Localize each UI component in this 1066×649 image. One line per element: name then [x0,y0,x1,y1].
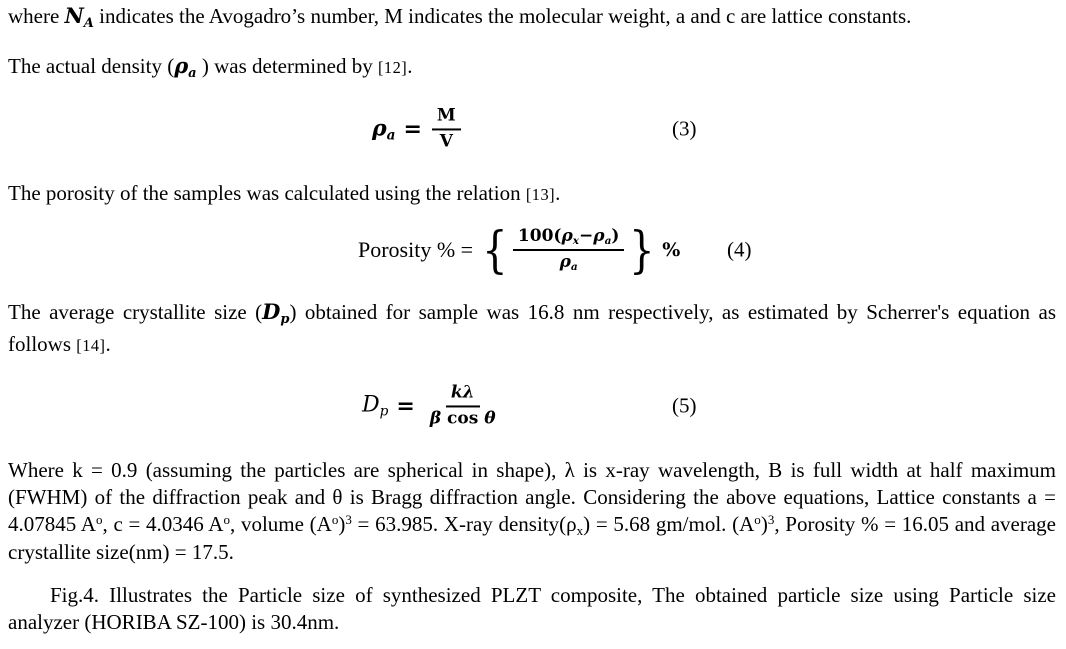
open-brace: { [482,221,508,279]
equation-3-numerator: M [432,106,461,130]
equation-3-equals: = [403,116,422,142]
equation-5-number: (5) [672,393,697,418]
equation-3-number: (3) [672,116,697,141]
equation-5-fraction [425,383,501,428]
equation-3-body [372,106,463,151]
close-brace: } [629,221,656,279]
paragraph-fig4-caption: Fig.4. Illustrates the Particle size of synthesized PLZT composite, The obtained particle size using Particle size analyzer (HORIBA SZ-100) is 30.4nm. [8,583,1056,635]
equation-4-prefix: Porosity % = [358,237,474,262]
equation-5-numerator: kλ [446,383,480,407]
paragraph-actual-density: The actual density (ρa ) was determined by [12]. [8,53,413,81]
equation-3-fraction [432,106,461,151]
equation-5-lhs: Dp [362,392,389,420]
paragraph-parameters-results: Where k = 0.9 (assuming the particles are spherical in shape), λ is x-ray wavelength, B is full width at half maximum (FWHM) of the diffraction peak and θ is Bragg diffraction angle. Considering the above equations, Lattice constants a = 4.07845 $A^o$, c = 4.0346 $A^o$, volume $(A^o)^3 = 63.985$. X-ray density(ρx) = 5.68 gm/mol. $(A^o)^3$, Porosity % = 16.05 and average crystallite size(nm) = 17.5. [8,458,1057,565]
equation-3-lhs: ρa [372,114,396,144]
paragraph-avogadro-definition: where NA indicates the Avogadro’s number, M indicates the molecular weight, a and c are lattice constants. [8,3,912,31]
equation-3-density [0,100,1066,158]
equation-5-body [362,383,503,428]
equation-5-scherrer [0,376,1066,436]
equation-4-number: (4) [727,237,752,262]
equation-5-denominator: β cos θ [429,408,496,428]
equation-5-equals: = [396,393,415,419]
equation-4-suffix: % [662,239,681,261]
equation-3-denominator: V [439,131,453,151]
equation-4-body [358,221,681,279]
equation-4-porosity [0,218,1066,282]
equation-4-denominator: ρa [559,252,578,274]
equation-4-fraction [513,227,625,274]
paragraph-crystallite-size: The average crystallite size (Dp) obtained for sample was 16.8 nm respectively, as estimated by Scherrer's equation as follows [14]. [8,299,1056,357]
paragraph-porosity-relation: The porosity of the samples was calculated using the relation [13]. [8,181,561,205]
equation-4-numerator: 100(ρx−ρa) [513,227,625,251]
